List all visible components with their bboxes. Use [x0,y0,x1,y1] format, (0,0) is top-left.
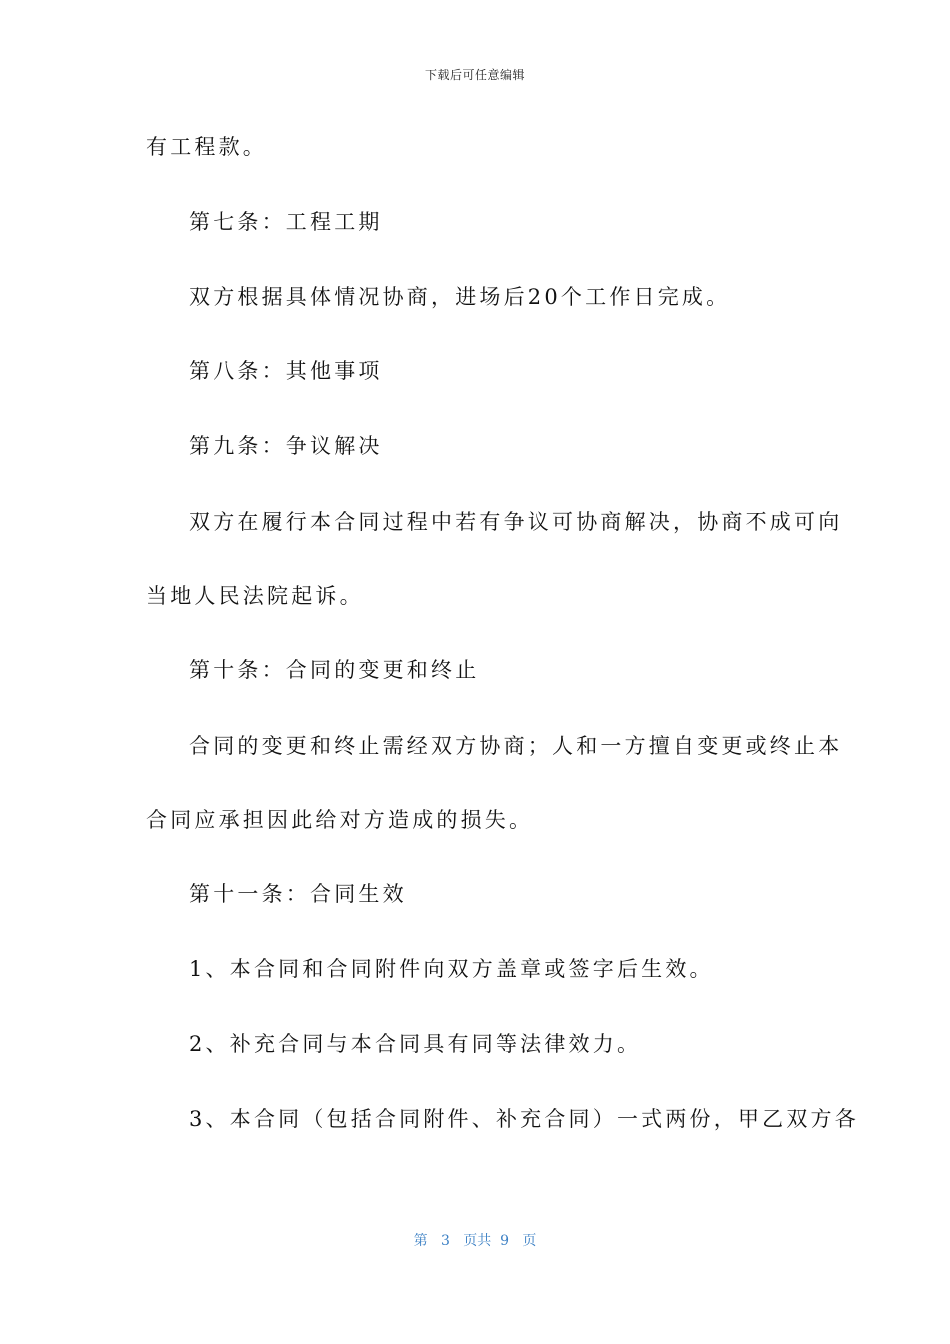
text-line: 双方在履行本合同过程中若有争议可协商解决，协商不成可向 [189,510,843,534]
article-heading: 第十条：合同的变更和终止 [189,658,480,682]
text-line: 合同应承担因此给对方造成的损失。 [146,808,534,832]
footer-total-pages: 9 [500,1233,510,1249]
article-heading: 第七条：工程工期 [189,210,383,234]
footer-prefix: 第 [413,1233,428,1249]
page-header-note: 下载后可任意编辑 [424,68,525,82]
article-heading: 第八条：其他事项 [189,359,383,383]
page-footer [0,1230,950,1250]
text-line: 当地人民法院起诉。 [146,584,364,608]
text-line: 有工程款。 [146,135,267,159]
footer-suffix: 页 [522,1233,537,1249]
footer-middle: 页共 [463,1233,492,1249]
list-item: 1、本合同和合同附件向双方盖章或签字后生效。 [189,957,714,981]
article-heading: 第十一条：合同生效 [189,882,407,906]
text-line: 双方根据具体情况协商，进场后20个工作日完成。 [189,285,731,309]
list-item: 3、本合同（包括合同附件、补充合同）一式两份，甲乙双方各 [189,1107,859,1131]
list-item: 2、补充合同与本合同具有同等法律效力。 [189,1032,642,1056]
article-heading: 第九条：争议解决 [189,434,383,458]
footer-current-page: 3 [440,1233,450,1249]
text-line: 合同的变更和终止需经双方协商；人和一方擅自变更或终止本 [189,734,843,758]
